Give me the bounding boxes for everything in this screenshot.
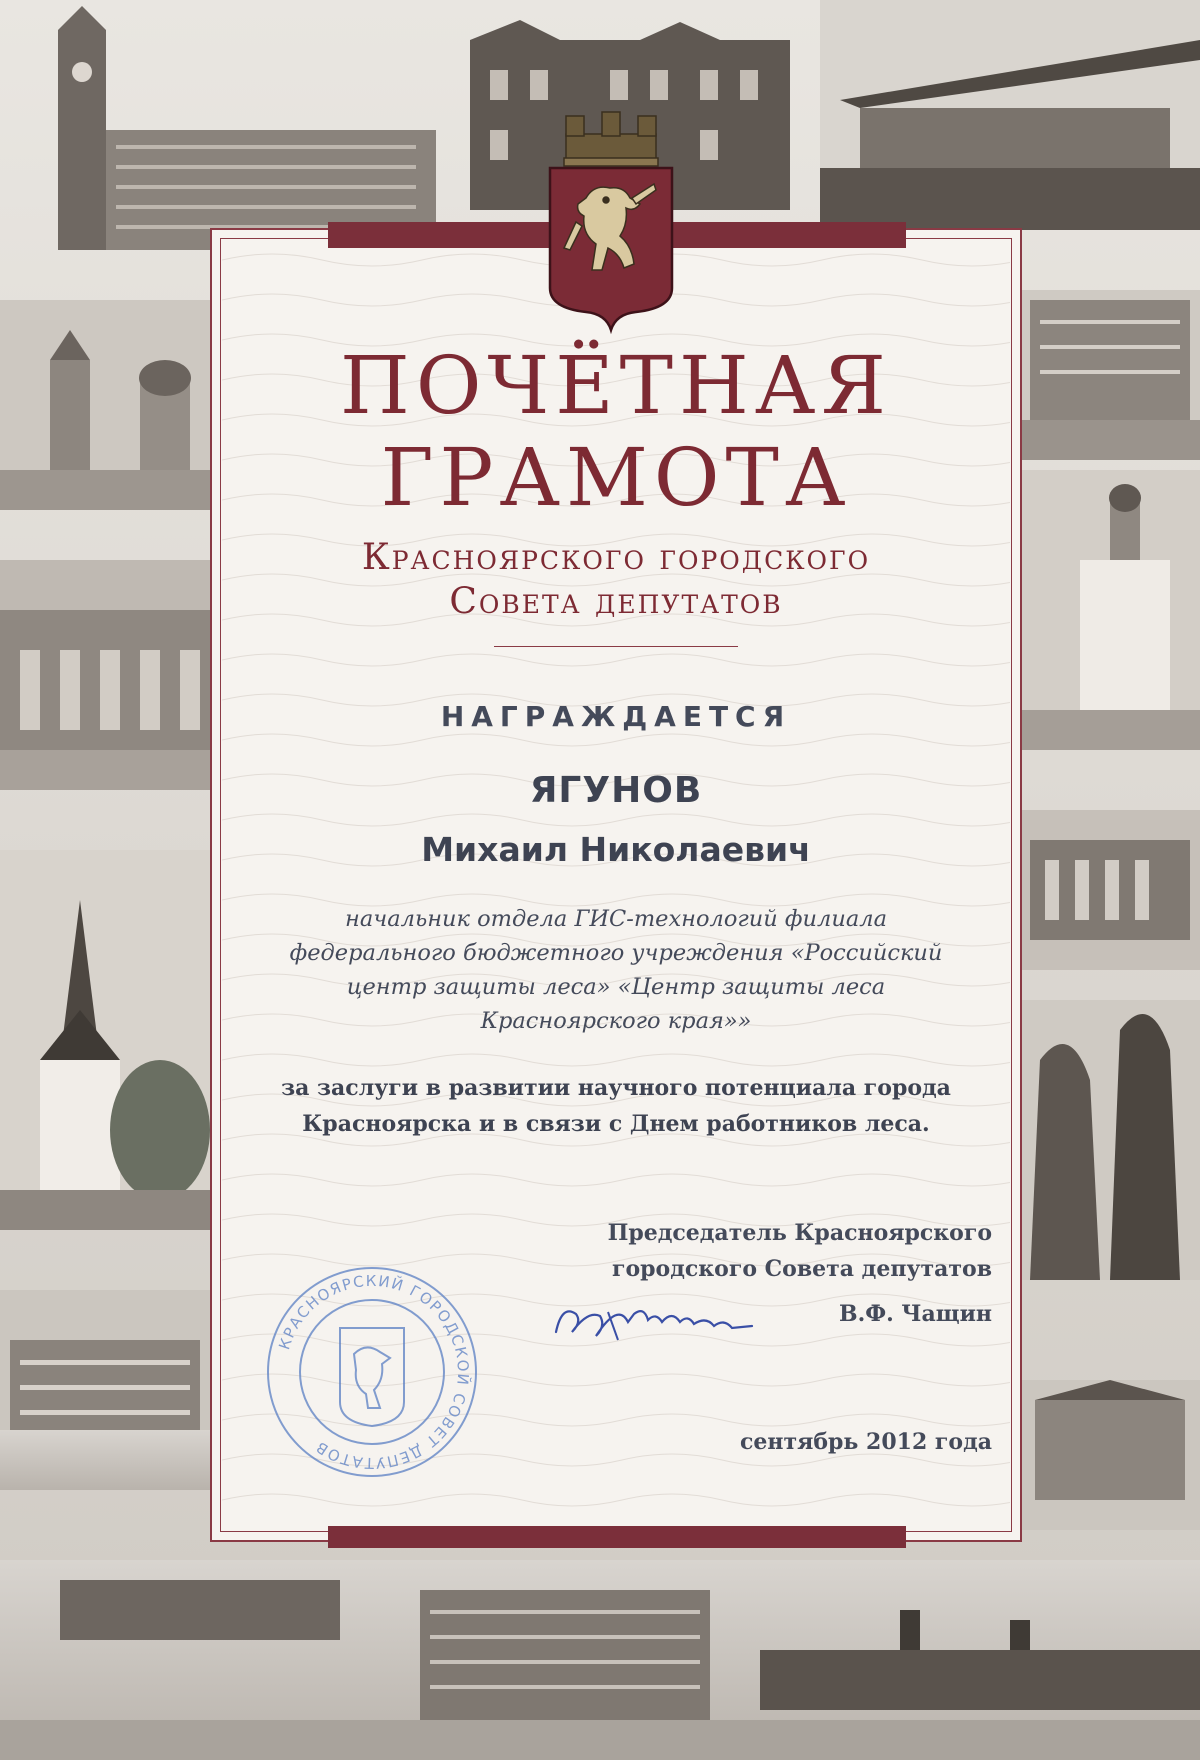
bottom-ribbon-bar: [328, 1526, 906, 1548]
theatre-photo: [1022, 810, 1200, 970]
certificate-title-line-2: ГРАМОТА: [380, 431, 852, 524]
certificate-title-line-1: ПОЧЁТНАЯ: [340, 339, 892, 432]
recipient-position: [222, 902, 1010, 1038]
reason-line: Красноярска и в связи с Днем работников леса.: [302, 1111, 930, 1137]
colonnade-photo: [0, 560, 210, 790]
admin-building-photo: [1022, 290, 1200, 460]
station-building-photo: [1022, 1380, 1200, 1530]
official-seal-stamp: [262, 1262, 482, 1482]
position-line: центр защиты леса» «Центр защиты леса: [346, 974, 886, 1000]
award-reason: [222, 1070, 1010, 1142]
issue-date: сентябрь 2012 года: [740, 1429, 992, 1455]
position-line: начальник отдела ГИС-технологий филиала: [345, 906, 887, 932]
chairman-title: [608, 1215, 992, 1287]
cathedral-photo: [1022, 470, 1200, 750]
issuer-line-2: Совета депутатов: [449, 581, 783, 622]
handwritten-signature: [548, 1292, 778, 1348]
rock-pillars-photo: [1022, 1000, 1200, 1280]
awarded-label: НАГРАЖДАЕТСЯ: [440, 700, 792, 733]
church-photo: [0, 300, 210, 510]
reason-line: за заслуги в развитии научного потенциала города: [281, 1075, 951, 1101]
issuer-line-1: Красноярского городского: [361, 537, 871, 578]
coat-of-arms-icon: [536, 108, 686, 338]
chairman-title-line: Председатель Красноярского: [607, 1220, 992, 1246]
position-line: Красноярского края»»: [480, 1008, 752, 1034]
signer-name: В.Ф. Чащин: [838, 1301, 992, 1327]
embankment-building-photo: [0, 1290, 210, 1490]
recipient-surname: ЯГУНОВ: [529, 770, 703, 811]
title-divider: [494, 646, 738, 647]
seal-text: КРАСНОЯРСКИЙ ГОРОДСКОЙ СОВЕТ ДЕПУТАТОВ: [275, 1271, 473, 1473]
chapel-photo: [0, 850, 210, 1230]
riverside-photo: [0, 1560, 1200, 1760]
chairman-title-line: городского Совета депутатов: [612, 1256, 992, 1282]
concert-hall-photo: [820, 0, 1200, 230]
recipient-given-names: Михаил Николаевич: [421, 830, 811, 869]
position-line: федерального бюджетного учреждения «Российский: [289, 940, 943, 966]
